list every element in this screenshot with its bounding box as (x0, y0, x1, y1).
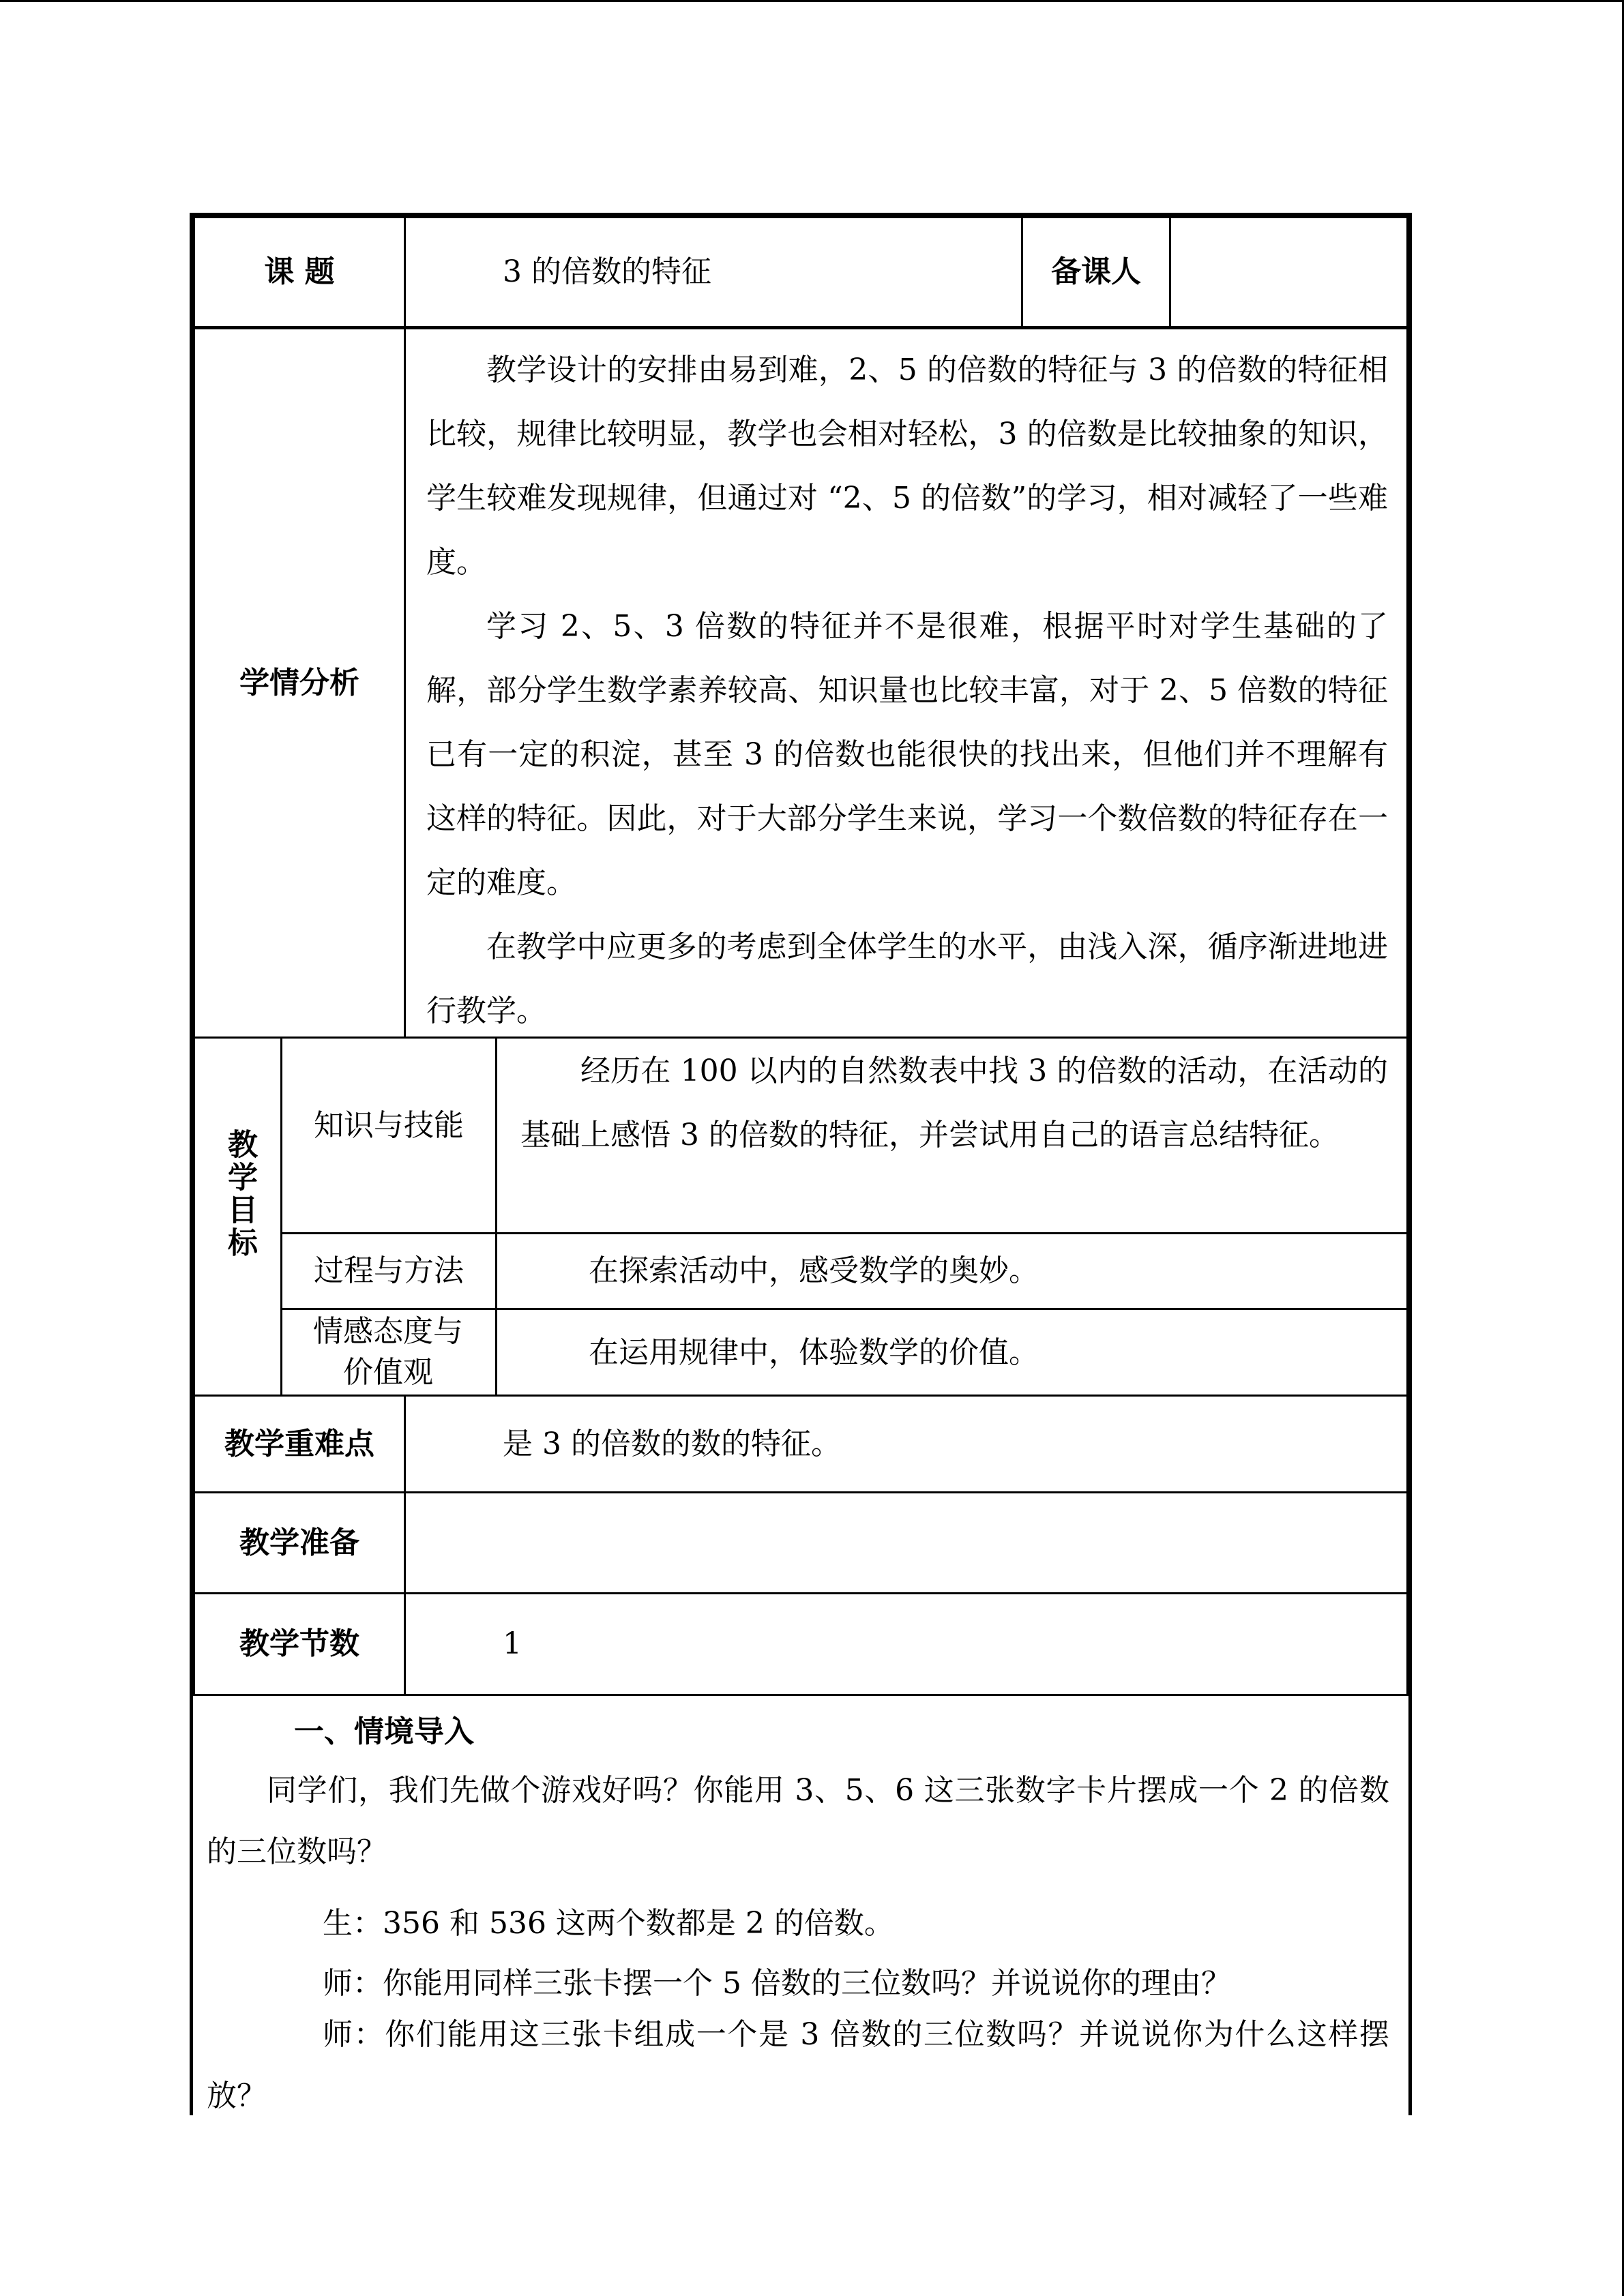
analysis-paragraph-1: 教学设计的安排由易到难，2、5 的倍数的特征与 3 的倍数的特征相比较，规律比较明显，教学也会相对轻松，3 的倍数是比较抽象的知识，学生较难发现规律，但通过对 “2、5 的倍数”的学习，相对减轻了一些难度。 (426, 353, 1388, 580)
periods-label: 教学节数 (239, 1626, 359, 1661)
process-section-title: 一、情境导入 (294, 1714, 474, 1749)
table-col-line-label (404, 216, 406, 1039)
analysis-paragraph-3: 在教学中应更多的考虑到全体学生的水平，由浅入深，循序渐进地进行教学。 (426, 929, 1388, 1028)
analysis-label: 学情分析 (239, 665, 359, 700)
table-col-line-bottom-label (404, 1397, 406, 1696)
process-label: 过程与方法 (314, 1253, 464, 1288)
analysis-paragraph-2: 学习 2、5、3 倍数的特征并不是很难，根据平时对学生基础的了解，部分学生数学素养较高、知识量也比较丰富，对于 2、5 倍数的特征已有一定的积淀，甚至 3 的倍数也能很快的找出来，但他们并不理解有这样的特征。因此，对于大部分学生来说，学习一个数倍数的特征存在一定的难度。 (426, 609, 1388, 900)
table-inner-right-line (1406, 216, 1408, 1694)
process-line-4: 师：你们能用这三张卡组成一个是 3 倍数的三位数吗？并说说你为什么这样摆放？ (207, 2017, 1389, 2113)
preparer-label: 备课人 (1051, 254, 1141, 289)
topic-label: 课 题 (264, 254, 335, 289)
knowledge-label: 知识与技能 (314, 1108, 464, 1143)
emotion-label: 情感态度与价值观 (313, 1314, 463, 1390)
process-text: 在探索活动中，感受数学的奥妙。 (589, 1253, 1039, 1288)
key-points-label: 教学重难点 (224, 1426, 374, 1461)
key-points-value: 是 3 的倍数的数的特征。 (503, 1427, 841, 1461)
process-line-3: 师：你能用同样三张卡摆一个 5 倍数的三位数吗？并说说你的理由？ (323, 1966, 1231, 2001)
topic-value: 3 的倍数的特征 (503, 254, 711, 289)
process-line-2: 生：356 和 536 这两个数都是 2 的倍数。 (323, 1906, 894, 1941)
preparation-label: 教学准备 (239, 1525, 359, 1560)
table-col-line-goals-sub (495, 1039, 497, 1397)
goals-label: 教学目标 (222, 1129, 257, 1259)
process-line-1: 同学们，我们先做个游戏好吗？你能用 3、5、6 这三张数字卡片摆成一个 2 的倍数的三位数吗？ (207, 1773, 1389, 1869)
lesson-plan-table (190, 213, 1412, 2115)
preparer-value (1171, 218, 1406, 326)
periods-value: 1 (503, 1626, 522, 1661)
emotion-text: 在运用规律中，体验数学的价值。 (589, 1335, 1039, 1370)
knowledge-text: 经历在 100 以内的自然数表中找 3 的倍数的活动，在活动的基础上感悟 3 的倍数的特征，并尝试用自己的语言总结特征。 (520, 1054, 1388, 1152)
page-top-border (0, 0, 1624, 2)
table-line-periods-bottom (193, 1694, 1408, 1696)
